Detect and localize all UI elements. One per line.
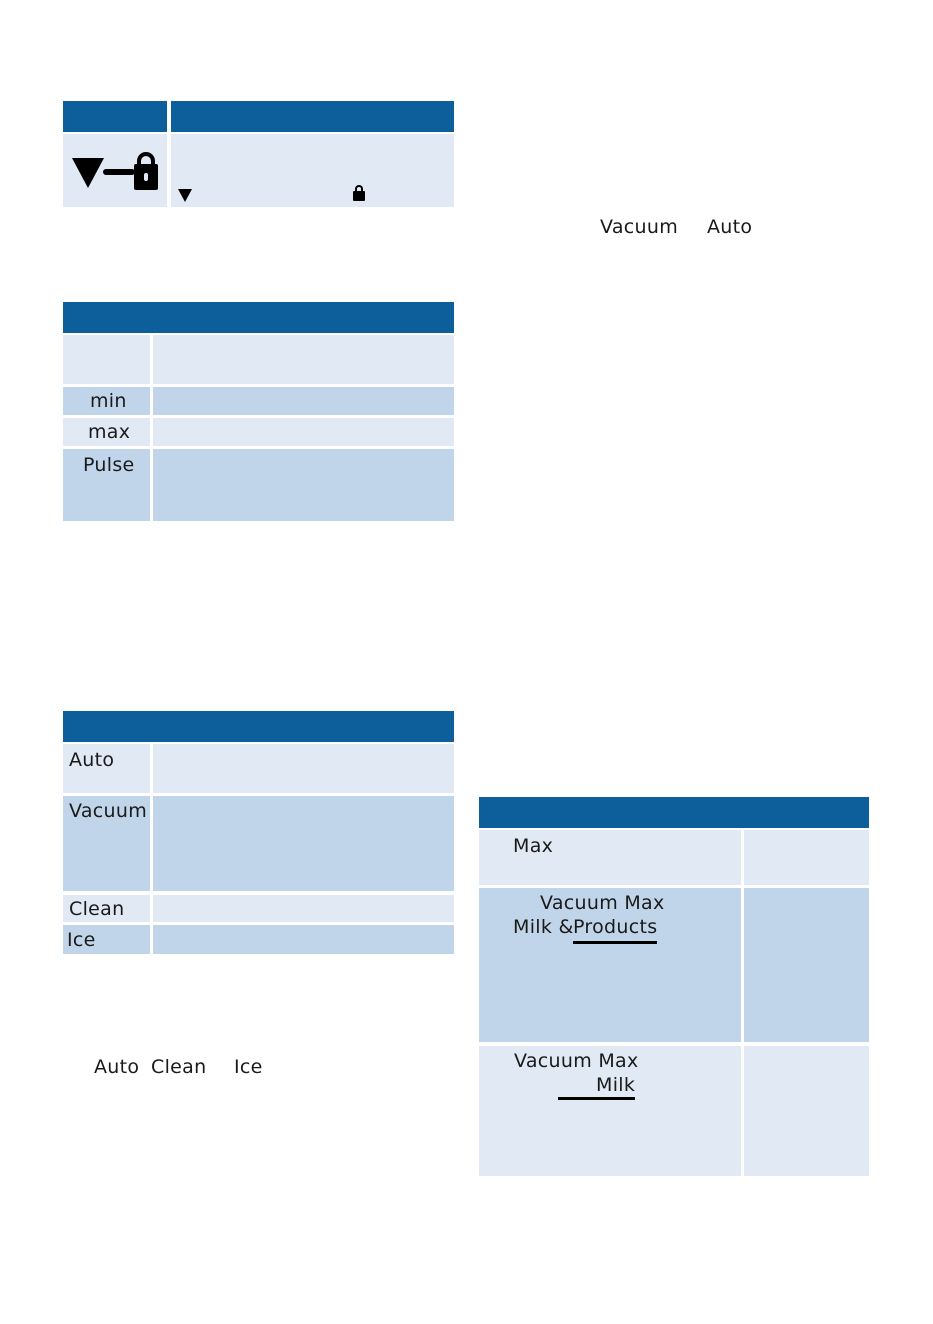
table-row-description <box>153 418 454 446</box>
table-row <box>63 796 150 891</box>
speed-max-label: max <box>88 421 131 443</box>
table-row-description <box>153 387 454 415</box>
table-row <box>479 830 741 885</box>
auto-program-text: Auto <box>94 1056 140 1078</box>
table-row <box>63 335 150 384</box>
programs-table-header <box>63 711 454 742</box>
recipe-products-label: Products <box>573 915 657 944</box>
ice-program-text: Ice <box>234 1056 263 1078</box>
auto-mode-text: Auto <box>707 216 753 238</box>
table-row <box>63 895 150 922</box>
program-ice-label: Ice <box>67 929 96 951</box>
table-row <box>63 925 150 954</box>
table-row-value <box>744 888 869 1042</box>
table-row-description <box>153 925 454 954</box>
program-vacuum-label: Vacuum <box>69 800 148 822</box>
triangle-down-icon <box>178 189 192 202</box>
table-row-description <box>153 796 454 891</box>
table-row <box>63 744 150 793</box>
recipe-vacuum-max-milk-label: Vacuum Max <box>514 1050 639 1072</box>
table-row <box>63 387 150 415</box>
symbols-table-description <box>171 134 454 207</box>
lock-icon <box>353 185 365 201</box>
filter-lock-icon <box>72 152 167 192</box>
clean-program-text: Clean <box>151 1056 207 1078</box>
table-row <box>479 1046 741 1176</box>
table-row <box>63 449 150 521</box>
table-row-description <box>153 744 454 793</box>
speed-min-label: min <box>90 390 127 412</box>
table-row-description <box>153 335 454 384</box>
program-clean-label: Clean <box>69 898 125 920</box>
table-row-value <box>744 830 869 885</box>
recipe-max-label: Max <box>513 835 554 857</box>
symbols-table-header-col1 <box>63 101 167 132</box>
speeds-table-header <box>63 302 454 333</box>
recipe-milk-and-label: Milk & <box>513 916 580 938</box>
vacuum-mode-text: Vacuum <box>600 216 679 238</box>
table-row <box>63 418 150 446</box>
symbols-table-header-col2 <box>171 101 454 132</box>
table-row-description <box>153 895 454 922</box>
table-row-description <box>153 449 454 521</box>
table-row-value <box>744 1046 869 1176</box>
milk-underline <box>558 1097 635 1100</box>
speed-pulse-label: Pulse <box>83 454 135 476</box>
recipe-milk-label: Milk <box>596 1074 636 1096</box>
symbols-table-row <box>63 134 167 207</box>
table-row <box>479 888 741 1042</box>
recipes-table-header <box>479 797 869 828</box>
program-auto-label: Auto <box>69 749 115 771</box>
recipe-vacuum-max-label: Vacuum Max <box>540 892 665 914</box>
